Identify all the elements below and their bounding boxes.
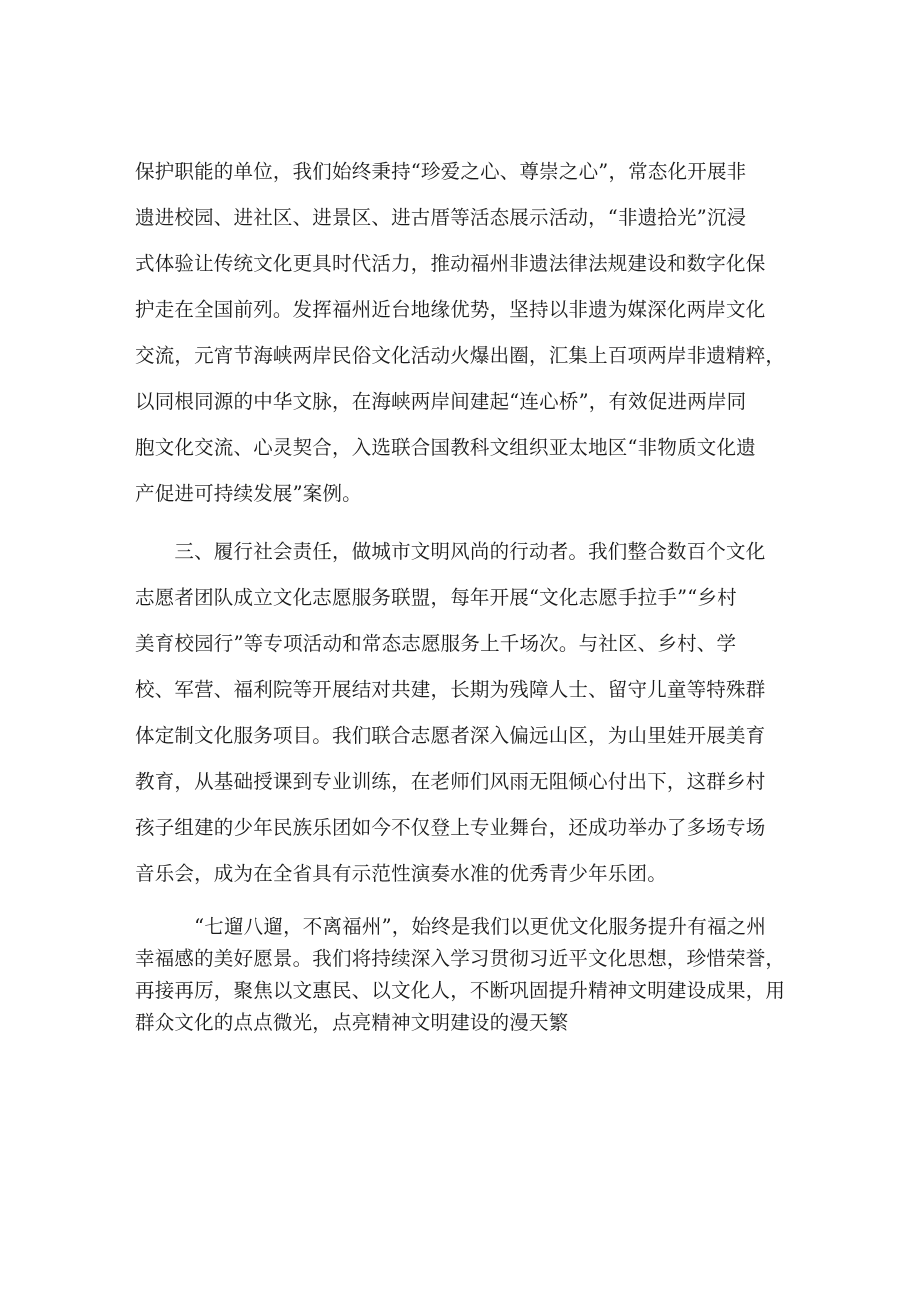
text-line: 再接再厉，聚焦以文惠民、以文化人，不断巩固提升精神文明建设成果，用: [135, 979, 786, 1002]
paragraph-closing-vision: [135, 911, 785, 1039]
text-line: 保护职能的单位，我们始终秉持“珍爱之心、尊崇之心”，常态化开展非: [135, 160, 747, 183]
text-line: 遗进校园、进社区、进景区、进古厝等活态展示活动，“非遗拾光”沉浸: [135, 206, 747, 229]
text-line: 三、履行社会责任，做城市文明风尚的行动者。我们整合数百个文化: [135, 540, 766, 563]
paragraph-social-responsibility: [135, 529, 765, 897]
text-line: 交流，元宵节海峡两岸民俗文化活动火爆出圈，汇集上百项两岸非遗精粹，: [135, 344, 786, 367]
text-line: 护走在全国前列。发挥福州近台地缘优势，坚持以非遗为媒深化两岸文化: [135, 298, 766, 321]
text-line: 孩子组建的少年民族乐团如今不仅登上专业舞台，还成功举办了多场专场: [135, 816, 766, 839]
text-line: 美育校园行”等专项活动和常态志愿服务上千场次。与社区、乡村、学: [135, 632, 737, 655]
text-line: 式体验让传统文化更具时代活力，推动福州非遗法律法规建设和数字化保: [135, 252, 766, 275]
text-line: 幸福感的美好愿景。我们将持续深入学习贯彻习近平文化思想，珍惜荣誉，: [135, 947, 786, 970]
text-line: 体定制文化服务项目。我们联合志愿者深入偏远山区，为山里娃开展美育: [135, 724, 766, 747]
text-line: 胞文化交流、心灵契合，入选联合国教科文组织亚太地区“非物质文化遗: [135, 436, 756, 459]
text-line: 音乐会，成为在全省具有示范性演奏水准的优秀青少年乐团。: [135, 862, 667, 885]
text-line: 群众文化的点点微光，点亮精神文明建设的漫天繁: [135, 1011, 569, 1034]
text-line: “七遛八遛，不离福州”，始终是我们以更优文化服务提升有福之州: [135, 915, 767, 938]
text-line: 产促进可持续发展”案例。: [135, 482, 362, 505]
paragraph-heritage-protection: [135, 149, 785, 517]
text-line: 校、军营、福利院等开展结对共建，长期为残障人士、留守儿童等特殊群: [135, 678, 766, 701]
text-line: 教育，从基础授课到专业训练，在老师们风雨无阻倾心付出下，这群乡村: [135, 770, 766, 793]
text-line: 志愿者团队成立文化志愿服务联盟，每年开展“文化志愿手拉手”“乡村: [135, 586, 737, 609]
text-line: 以同根同源的中华文脉，在海峡两岸间建起“连心桥”，有效促进两岸同: [135, 390, 747, 413]
